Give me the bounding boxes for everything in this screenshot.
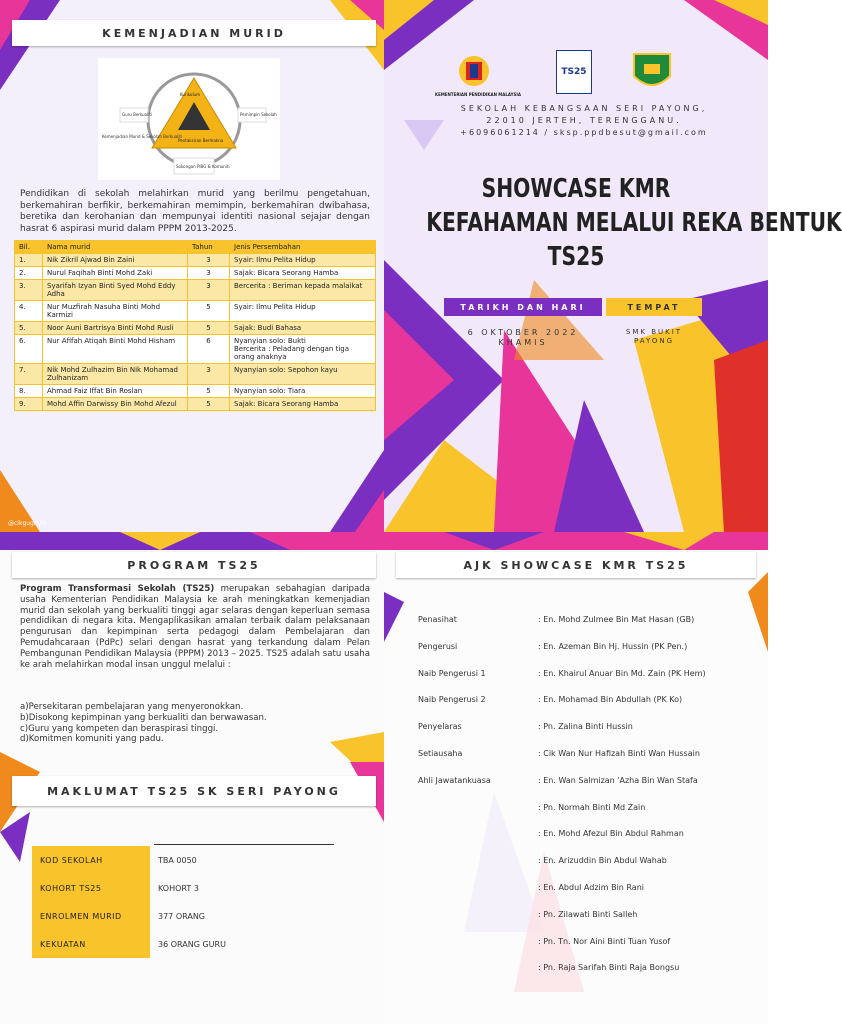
ajk-panel bbox=[384, 532, 768, 1024]
table-cell: 3 bbox=[188, 364, 230, 385]
diagram-label-sokongan: Sokongan PIBG & Komuniti bbox=[176, 164, 230, 169]
ajk-row bbox=[418, 856, 748, 865]
col-jenis: Jenis Persembahan bbox=[230, 241, 376, 254]
title-line-1: SHOWCASE KMR bbox=[481, 174, 671, 204]
table-cell: 6. bbox=[15, 335, 43, 364]
program-paragraph bbox=[20, 584, 370, 670]
ministry-label: KEMENTERIAN PENDIDIKAN MALAYSIA bbox=[434, 92, 522, 97]
table-cell: 3. bbox=[15, 280, 43, 301]
school-name: SEKOLAH KEBANGSAAN SERI PAYONG, bbox=[460, 104, 708, 113]
kemenjadian-panel bbox=[0, 0, 384, 532]
ajk-role: Setiausaha bbox=[418, 749, 463, 758]
table-row bbox=[15, 322, 376, 335]
table-cell: 5 bbox=[188, 385, 230, 398]
table-cell: 3 bbox=[188, 254, 230, 267]
title-line-3: TS25 bbox=[547, 242, 605, 272]
watermark: @cikgugrafik bbox=[8, 520, 48, 527]
ajk-row bbox=[418, 803, 748, 812]
ajk-role: Penyelaras bbox=[418, 722, 462, 732]
program-points bbox=[20, 702, 370, 745]
table-row bbox=[15, 385, 376, 398]
table-cell: Nyanyian solo: Sepohon kayu bbox=[230, 364, 376, 385]
maklumat-value: 36 ORANG GURU bbox=[158, 939, 226, 949]
ajk-role: Penasihat bbox=[418, 615, 457, 624]
title-line-2: KEFAHAMAN MELALUI REKA BENTUK bbox=[426, 208, 842, 238]
ajk-row bbox=[418, 937, 748, 946]
kemenjadian-diagram bbox=[98, 58, 280, 180]
tarikh-day: KHAMIS bbox=[498, 338, 548, 347]
table-cell: 5. bbox=[15, 322, 43, 335]
ajk-role: Naib Pengerusi 1 bbox=[418, 668, 486, 678]
tempat-value bbox=[606, 328, 702, 346]
table-cell: Noor Auni Bartrisya Binti Mohd Rusli bbox=[43, 322, 188, 335]
ajk-row bbox=[418, 669, 748, 678]
program-text: merupakan sebahagian daripada usaha Kementerian Pendidikan Malaysia ke arah meningkatkan kemenjadian murid dan sekolah yang berkualiti tinggi agar selaras dengan keperluan semasa pendidikan di negara kita. Mengaplikasikan amalan terbaik dalam pelaksanaan pengurusan dan kepimpinan serta pedagogi dalam Pembelajaran dan Pemudahcaraan (PdPc) selari dengan hasrat yang terkandung dalam Pelan Pembangunan Pendidikan Malaysia (PPPM) 2013 – 2025. TS25 adalah satu usaha ke arah melahirkan modal insan unggul melalui : bbox=[20, 584, 371, 670]
ajk-role bbox=[418, 963, 538, 972]
maklumat-value: TBA 0050 bbox=[158, 855, 197, 865]
program-point: c)Guru yang kompeten dan beraspirasi tinggi. bbox=[20, 723, 219, 734]
table-cell: Nurul Faqihah Binti Mohd Zaki bbox=[43, 267, 188, 280]
ajk-member: : En. Mohd Zulmee Bin Mat Hasan (GB) bbox=[538, 615, 695, 624]
col-bil: Bil. bbox=[15, 241, 43, 254]
ajk-member: : Pn. Normah Binti Md Zain bbox=[538, 802, 646, 812]
ajk-member: : En. Wan Salmizan 'Azha Bin Wan Stafa bbox=[538, 775, 698, 785]
table-cell: Ahmad Faiz Iffat Bin Roslan bbox=[43, 385, 188, 398]
ajk-member: : En. Khairul Anuar Bin Md. Zain (PK Hem) bbox=[538, 668, 706, 678]
table-row bbox=[15, 301, 376, 322]
maklumat-label: KEKUATAN bbox=[32, 930, 150, 958]
table-cell: 9. bbox=[15, 398, 43, 411]
ajk-role bbox=[418, 883, 538, 892]
table-row bbox=[15, 335, 376, 364]
maklumat-value: 377 ORANG bbox=[158, 911, 205, 921]
table-cell: 5 bbox=[188, 301, 230, 322]
ajk-row bbox=[418, 722, 748, 731]
table-cell: Syarifah Izyan Binti Syed Mohd Eddy Adha bbox=[43, 280, 188, 301]
table-cell: Nik Mohd Zulhazim Bin Nik Mohamad Zulhanizam bbox=[43, 364, 188, 385]
table-cell: 6 bbox=[188, 335, 230, 364]
tarikh-label: TARIKH DAN HARI bbox=[444, 298, 602, 316]
maklumat-top-rule bbox=[154, 844, 334, 845]
col-nama: Nama murid bbox=[43, 241, 188, 254]
table-cell: Nyanyian solo: Tiara bbox=[230, 385, 376, 398]
program-point: b)Disokong kepimpinan yang berkualiti dan berwawasan. bbox=[20, 712, 267, 723]
program-point: a)Persekitaran pembelajaran yang menyeronokkan. bbox=[20, 702, 244, 712]
event-title bbox=[426, 172, 842, 274]
table-cell: 4. bbox=[15, 301, 43, 322]
table-cell: 5 bbox=[188, 398, 230, 411]
table-cell: Bercerita : Beriman kepada malaikat bbox=[230, 280, 376, 301]
table-row bbox=[15, 398, 376, 411]
ajk-member: : Pn. Zilawati Binti Salleh bbox=[538, 909, 638, 919]
table-row bbox=[15, 267, 376, 280]
maklumat-label: ENROLMEN MURID bbox=[32, 902, 150, 930]
ajk-member: : Pn. Raja Sarifah Binti Raja Bongsu bbox=[538, 963, 680, 973]
table-cell: 3 bbox=[188, 280, 230, 301]
table-cell: 5 bbox=[188, 322, 230, 335]
ajk-row bbox=[418, 776, 748, 785]
table-cell: 7. bbox=[15, 364, 43, 385]
diagram-label-kurikulum: Kurikulum bbox=[180, 92, 200, 97]
kemenjadian-paragraph: Pendidikan di sekolah melahirkan murid yang berilmu pengetahuan, berkemahiran berfikir, berkemahiran memimpin, berkemahiran dwibahasa, beretika dan kerohanian dan mempunyai identiti nasional sejajar dengan hasrat 6 aspirasi murid dalam PPPM 2013-2025. bbox=[20, 189, 370, 234]
ajk-role bbox=[418, 856, 538, 865]
program-panel bbox=[0, 532, 384, 1024]
table-cell: 3 bbox=[188, 267, 230, 280]
program-point: d)Komitmen komuniti yang padu. bbox=[20, 734, 164, 745]
ajk-role bbox=[418, 829, 538, 838]
ts25-logo-text: TS25 bbox=[561, 67, 587, 77]
ajk-member: : En. Mohamad Bin Abdullah (PK Ko) bbox=[538, 695, 683, 705]
diagram-label-pentaksiran: Pentaksiran Bermakna bbox=[178, 138, 224, 143]
school-info bbox=[424, 103, 744, 139]
ajk-row bbox=[418, 883, 748, 892]
program-lead: Program Transformasi Sekolah (TS25) bbox=[20, 584, 215, 594]
ajk-member: : En. Abdul Adzim Bin Rani bbox=[538, 883, 644, 892]
ajk-role bbox=[418, 910, 538, 919]
table-row bbox=[15, 280, 376, 301]
table-cell: Sajak: Bicara Seorang Hamba bbox=[230, 267, 376, 280]
table-cell: Syair: Ilmu Pelita Hidup bbox=[230, 254, 376, 267]
ajk-row bbox=[418, 615, 748, 624]
tempat-line-1: SMK BUKIT bbox=[625, 328, 683, 336]
table-cell: Nur Afifah Atiqah Binti Mohd Hisham bbox=[43, 335, 188, 364]
ajk-member: : Cik Wan Nur Hafizah Binti Wan Hussain bbox=[538, 749, 700, 758]
ts25-logo bbox=[556, 50, 592, 94]
ajk-role bbox=[418, 937, 538, 946]
diagram-label-pemimpin: Pemimpin Sekolah bbox=[240, 112, 277, 117]
table-cell: 2. bbox=[15, 267, 43, 280]
ajk-title: AJK SHOWCASE KMR TS25 bbox=[396, 552, 756, 578]
tempat-line-2: PAYONG bbox=[633, 337, 675, 345]
school-address: 22010 JERTEH, TERENGGANU. bbox=[486, 116, 682, 125]
table-cell: 1. bbox=[15, 254, 43, 267]
ajk-role: Naib Pengerusi 2 bbox=[418, 695, 486, 705]
maklumat-value: KOHORT 3 bbox=[158, 883, 199, 893]
school-contact: +6096061214 / sksp.ppdbesut@gmail.com bbox=[460, 128, 708, 137]
table-cell: Nur Muzfirah Nasuha Binti Mohd Karmizi bbox=[43, 301, 188, 322]
tarikh-value bbox=[444, 328, 602, 348]
table-cell: Nyanyian solo: Bukti Bercerita : Peladang dengan tiga orang anaknya bbox=[230, 335, 376, 364]
table-cell: Sajak: Budi Bahasa bbox=[230, 322, 376, 335]
program-title: PROGRAM TS25 bbox=[12, 552, 376, 578]
ajk-row bbox=[418, 695, 748, 704]
table-cell: Sajak: Bicara Seorang Hamba bbox=[230, 398, 376, 411]
ajk-role: Pengerusi bbox=[418, 641, 458, 651]
ajk-row bbox=[418, 910, 748, 919]
table-row bbox=[15, 254, 376, 267]
cover-panel bbox=[384, 0, 842, 532]
diagram-label-guru: Guru Berkualiti bbox=[122, 112, 153, 117]
ajk-member: : En. Mohd Afezul Bin Abdul Rahman bbox=[538, 829, 684, 839]
table-cell: Nik Zikril Ajwad Bin Zaini bbox=[43, 254, 188, 267]
ajk-member: : En. Arizuddin Bin Abdul Wahab bbox=[538, 856, 667, 866]
school-badge-icon bbox=[630, 50, 674, 96]
ajk-row bbox=[418, 749, 748, 758]
kemenjadian-title: KEMENJADIAN MURID bbox=[12, 20, 376, 46]
table-cell: Mohd Affin Darwissy Bin Mohd Afezul bbox=[43, 398, 188, 411]
ministry-crest-icon bbox=[454, 52, 494, 90]
murid-table bbox=[14, 240, 376, 411]
ajk-row bbox=[418, 642, 748, 651]
col-tahun: Tahun bbox=[188, 241, 230, 254]
ajk-member: : Pn. Tn. Nor Aini Binti Tuan Yusof bbox=[538, 936, 671, 946]
ajk-member: : Pn. Zalina Binti Hussin bbox=[538, 722, 633, 732]
maklumat-label: KOD SEKOLAH bbox=[32, 846, 150, 874]
maklumat-label: KOHORT TS25 bbox=[32, 874, 150, 902]
ajk-role bbox=[418, 803, 538, 812]
ajk-row bbox=[418, 829, 748, 838]
tempat-label: TEMPAT bbox=[606, 298, 702, 316]
diagram-label-kemenjadian: Kemenjadian Murid & Sekolah Berkualiti bbox=[102, 134, 183, 139]
table-cell: Syair: Ilmu Pelita Hidup bbox=[230, 301, 376, 322]
tarikh-date: 6 OKTOBER 2022 bbox=[467, 328, 579, 337]
ajk-row bbox=[418, 963, 748, 972]
ajk-role: Ahli Jawatankuasa bbox=[418, 775, 491, 785]
ajk-member: : En. Azeman Bin Hj. Hussin (PK Pen.) bbox=[538, 641, 688, 651]
table-cell: 8. bbox=[15, 385, 43, 398]
maklumat-title: MAKLUMAT TS25 SK SERI PAYONG bbox=[12, 776, 376, 806]
table-row bbox=[15, 364, 376, 385]
